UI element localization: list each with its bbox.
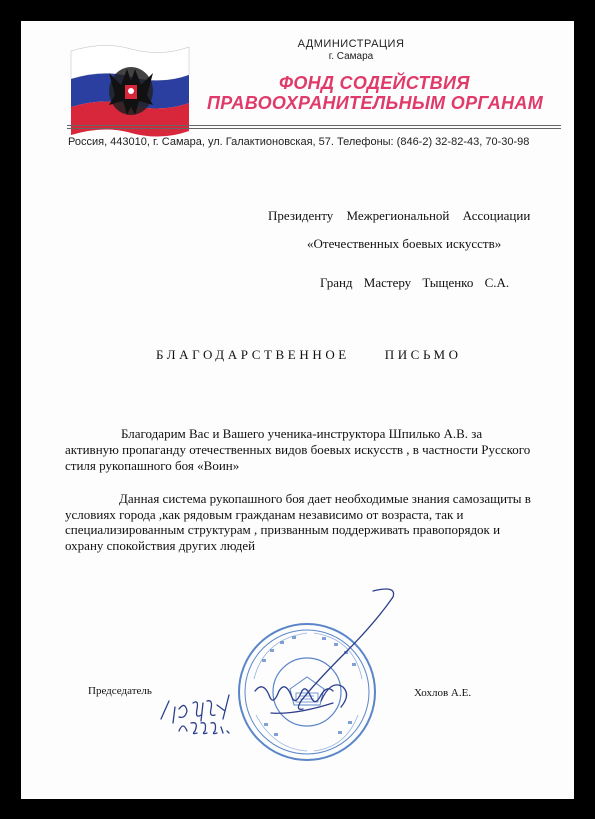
letter-page [21,21,574,799]
organization-name-line2: ПРАВООХРАНИТЕЛЬНЫМ ОРГАНАМ [207,93,544,113]
city-label: г. Самара [328,51,374,62]
russian-flag-icon [69,41,191,137]
header-divider [67,128,561,129]
administration-label: АДМИНИСТРАЦИЯ [297,38,405,50]
signatory-name: Хохлов А.Е. [414,687,472,699]
header-divider [67,125,561,126]
recipient-line3: Гранд Мастеру Тыщенко С.А. [320,275,510,290]
signatory-position: Председатель [88,685,152,697]
double-headed-eagle-icon [109,67,153,115]
recipient-line2: «Отечественных боевых искусств» [307,236,502,251]
organization-name-line1: ФОНД СОДЕЙСТВИЯ [279,73,470,93]
letter-paragraph-2: Данная система рукопашного боя дает необходимые знания самозащиты в условиях города ,как рядовым гражданам независимо от возраста, так и специализированным структурам , призванным поддерживать правопорядок и охрану спокойствия других людей [65,491,531,553]
address-line: Россия, 443010, г. Самара, ул. Галактионовская, 57. Телефоны: (846-2) 32-82-43, 70-30-98 [68,136,530,148]
recipient-line1: Президенту Межрегиональной Ассоциации [268,208,531,223]
letter-paragraph-1: Благодарим Вас и Вашего ученика-инструктора Шпилько А.В. за активную пропаганду отечественных видов боевых искусств , в частности Русского стиля рукопашного боя «Воин» [65,426,531,473]
handwritten-signature-icon [145,583,415,743]
letter-title: БЛАГОДАРСТВЕННОЕ ПИСЬМО [156,347,462,362]
